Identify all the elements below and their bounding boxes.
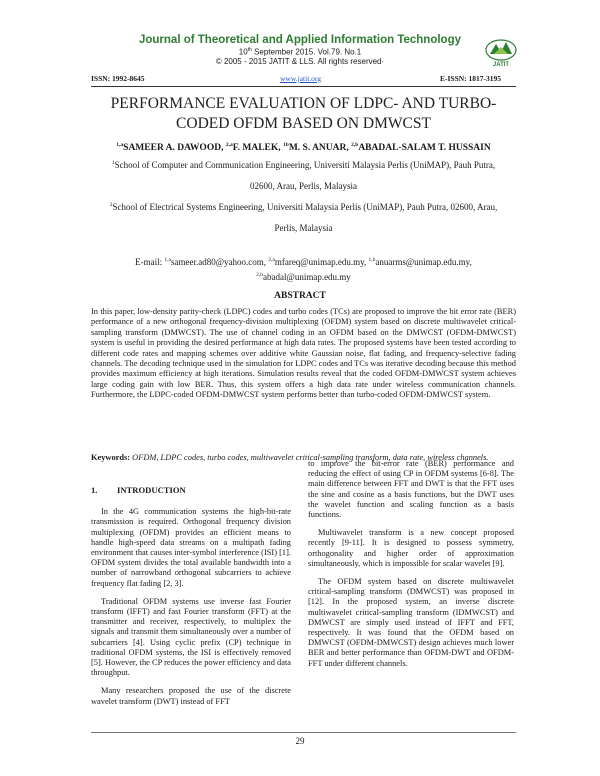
paragraph: The OFDM system based on discrete multiwavelet critical-sampling transform (DMWCST) was proposed in [12]. In the proposed system, an inverse discrete multiwavelet critical-sampling transform (IDMWCST) and DMWCST are simply used instead of IFFT and FFT, respectively. It was found that the OFDM based on DMWCST (OFDM-DMWCST) design achieves much lower BER and better performance than OFDM-DWT and OFDM-FFT under different channels. <box>308 577 514 668</box>
page-number: 29 <box>295 736 305 746</box>
paragraph: Traditional OFDM systems use inverse fast Fourier transform (IFFT) and fast Fourier transform (FFT) at the transmitter and receiver, respectively, to multiplex the signals and transmit them simultaneously over a number of subcarriers [4]. Using cyclic prefix (CP) technique in traditional OFDM systems, the ISI is effectively removed [5]. However, the CP reduces the power efficiency and data throughput. <box>91 596 291 678</box>
author-list: $^{1,a}$SAMEER A. DAWOOD, $^{2,a}$F. MALEK, $^{1b}$M. S. ANUAR, $^{2,b}$ABADAL-SALAM T. HUSSAIN <box>116 142 491 154</box>
issn: ISSN: 1992-8645 <box>91 74 145 83</box>
copyright-line: © 2005 - 2015 JATIT & LLS. All rights reserved· <box>215 57 385 66</box>
journal-title: Journal of Theoretical and Applied Information Technology <box>138 34 462 46</box>
paragraph: Many researchers proposed the use of the discrete wavelet transform (DWT) instead of FFT <box>91 686 291 706</box>
header-divider <box>91 86 516 87</box>
e-issn: E-ISSN: 1817-3195 <box>440 74 502 83</box>
footer-divider <box>91 732 516 733</box>
abstract-heading: ABSTRACT <box>274 291 326 301</box>
left-column <box>91 485 291 715</box>
website-link[interactable]: www.jatit.org <box>280 74 322 83</box>
author-emails: E-mail: $^{1,a}$sameer.ad80@yahoo.com, $^{2,a}$mfareq@unimap.edu.my, $^{1,b}$anuarms@unimap.edu.my, $^{2,b}$abadal@unimap.edu.my <box>135 257 472 282</box>
keywords: Keywords: OFDM, LDPC codes, turbo codes, multiwavelet critical-sampling transform, data rate, wireless channels. <box>91 453 489 462</box>
paper-title: PERFORMANCE EVALUATION OF LDPC- AND TURBO- CODED OFDM BASED ON DMWCST <box>110 95 497 132</box>
section-heading: 1. INTRODUCTION <box>91 485 186 495</box>
issue-date: 10th September 2015. Vol.79. No.1 <box>238 47 362 57</box>
right-column <box>308 459 514 677</box>
affiliation-1: $^1$School of Computer and Communication Engineering, Universiti Malaysia Perlis (UniMAP), Pauh Putra, 02600, Arau, Perlis, Malaysia <box>111 160 496 191</box>
abstract-text: In this paper, low-density parity-check (LDPC) codes and turbo codes (TCs) are proposed to improve the bit error rate (BER) performance of a new orthogonal frequency-division multiplexing (OFDM) system based on discrete multiwavelet critical-sampling transform (DMWCST). The use of channel coding in an OFDM based on the DMWCST (OFDM-DMWCST) system is useful in providing the desired performance at high data rates. The proposed systems have been tested according to different code rates and mapping schemes over additive white Gaussian noise, flat fading, and frequency-selective fading channels. The decoding technique used in the simulation for LDPC codes and TCs was iterative decoding because this method provides maximum efficiency at high iterations. Simulation results reveal that the coded OFDM-DMWCST system achieves large coding gain with low BER. Thus, this system offers a high data rate under wireless communication channels. Furthermore, the LDPC-coded OFDM-DMWCST system performs better than turbo-coded OFDM-DMWCST system. <box>91 307 516 400</box>
paragraph: In the 4G communication systems the high-bit-rate transmission is required. Orthogonal frequency division multiplexing (OFDM) provides an efficient means to handle high-speed data streams on a multipath fading environment that causes inter-symbol interference (ISI) [1]. OFDM system divides the total available bandwidth into a number of narrowband orthogonal subcarriers to achieve frequency flat fading [2, 3]. <box>91 507 291 588</box>
affiliation-2: $^2$School of Electrical Systems Engineering, Universiti Malaysia Perlis (UniMAP), Pauh Putra, 02600, Arau, Perlis, Malaysia <box>109 202 498 233</box>
paragraph: to improve the bit-error rate (BER) performance and reducing the effect of using CP in OFDM systems [6-8]. The main difference between FFT and DWT is that the FFT uses the sine and cosine as a basis functions, but the DWT uses the wavelet function and scaling function as a basis functions. <box>308 459 514 520</box>
logo-label: JATIT <box>492 62 510 68</box>
paragraph: Multiwavelet transform is a new concept proposed recently [9-11]. It is designed to possess symmetry, orthogonality and higher order of approximation simultaneously, which is impossible for scalar wavelet [9]. <box>308 528 514 568</box>
jatit-logo-icon <box>484 38 518 68</box>
